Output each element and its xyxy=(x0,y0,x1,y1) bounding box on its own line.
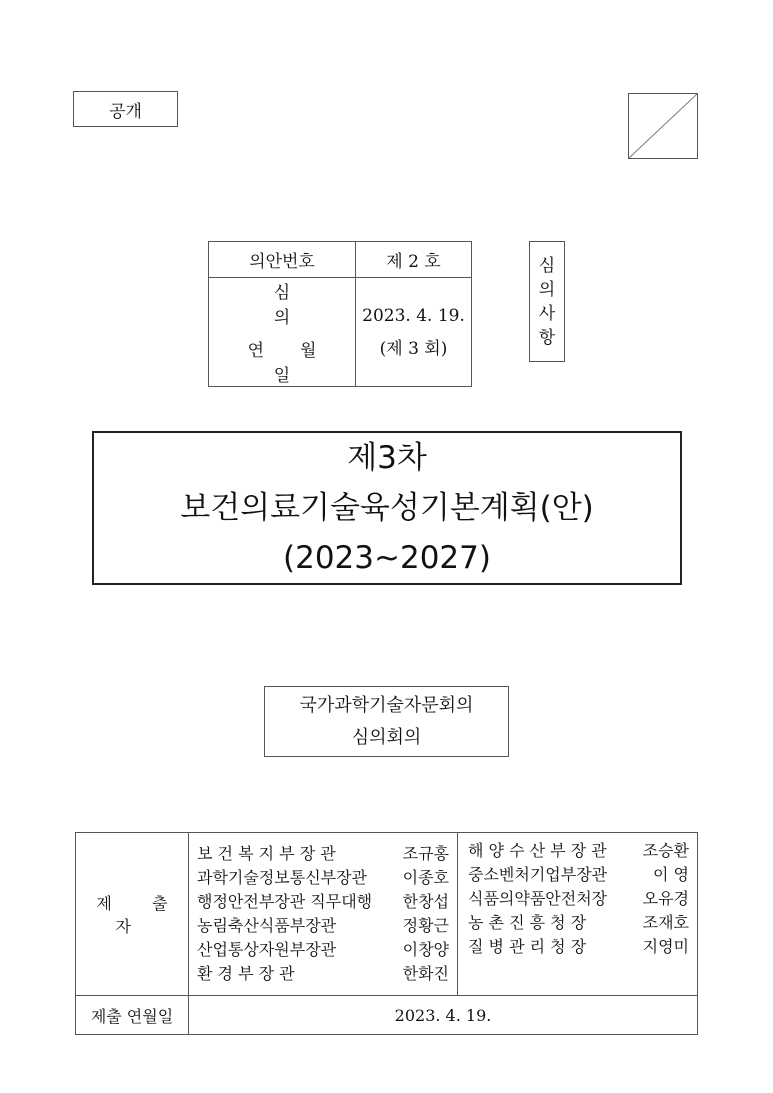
public-label: 공개 xyxy=(109,101,142,122)
title-line-2: 보건의료기술육성기본계획(안) xyxy=(180,490,594,526)
review-char: 항 xyxy=(538,327,556,348)
public-label-box xyxy=(73,91,178,127)
submitter-row xyxy=(197,842,449,866)
submitter-title: 식품의약품안전처장 xyxy=(468,889,608,908)
submitter-label: 제 출 자 xyxy=(96,894,186,936)
review-char: 의 xyxy=(538,279,556,300)
submitter-name: 정황근 xyxy=(402,916,449,935)
submitter-row xyxy=(468,887,689,911)
review-date-label-line1: 심 의 xyxy=(273,283,345,328)
review-char: 심 xyxy=(538,255,556,276)
submitter-row xyxy=(197,962,449,986)
submitter-title: 환 경 부 장 관 xyxy=(197,964,295,983)
submission-date-label: 제출 연월일 xyxy=(76,996,189,1035)
document-title-box xyxy=(92,431,682,585)
submitter-list-left xyxy=(189,833,458,996)
submitter-row xyxy=(197,914,449,938)
submitter-title: 농 촌 진 흥 청 장 xyxy=(468,913,587,932)
submitter-title: 해 양 수 산 부 장 관 xyxy=(468,841,607,860)
submitter-row xyxy=(468,863,689,887)
submitter-title: 질 병 관 리 청 장 xyxy=(468,937,587,956)
submitter-name: 한창섭 xyxy=(402,892,449,911)
submitter-title: 행정안전부장관 직무대행 xyxy=(197,892,373,911)
submitter-name: 조재호 xyxy=(642,913,689,932)
submitter-row xyxy=(197,890,449,914)
corner-stamp-box xyxy=(628,93,698,159)
submitter-title: 농림축산식품부장관 xyxy=(197,916,337,935)
review-date-label-cell xyxy=(209,278,356,387)
submitter-title: 과학기술정보통신부장관 xyxy=(197,868,368,887)
diagonal-line-icon xyxy=(629,94,697,158)
submitter-name: 조규홍 xyxy=(402,844,449,863)
title-line-3: (2023~2027) xyxy=(283,540,491,576)
submitter-name: 이창양 xyxy=(402,940,449,959)
submitter-row xyxy=(468,935,689,959)
review-char: 사 xyxy=(538,303,556,324)
agenda-meta-table xyxy=(208,241,472,387)
agenda-no-value: 제 2 호 xyxy=(356,242,472,278)
submission-date-value: 2023. 4. 19. xyxy=(189,996,698,1035)
submitter-list-right xyxy=(458,833,698,996)
submission-table xyxy=(75,832,698,1035)
submitter-name: 이종호 xyxy=(402,868,449,887)
submitter-name: 지영미 xyxy=(642,937,689,956)
submitter-title: 중소벤처기업부장관 xyxy=(468,865,608,884)
agenda-no-label: 의안번호 xyxy=(209,242,356,278)
submitter-row xyxy=(197,866,449,890)
title-line-1: 제3차 xyxy=(347,440,427,476)
submitter-row xyxy=(468,911,689,935)
submitter-name: 이 영 xyxy=(653,865,689,884)
review-date-value-cell xyxy=(356,278,472,387)
submitter-row xyxy=(468,839,689,863)
submitter-name: 한화진 xyxy=(402,964,449,983)
submitter-title: 보 건 복 지 부 장 관 xyxy=(197,844,336,863)
review-item-box xyxy=(529,241,565,362)
submitter-row xyxy=(197,938,449,962)
review-date-label-line2: 연 월 일 xyxy=(247,341,332,386)
submitter-label-cell xyxy=(76,833,189,996)
council-box xyxy=(264,686,509,757)
submitter-name: 조승환 xyxy=(642,841,689,860)
council-meeting: 심의회의 xyxy=(351,726,422,748)
submitter-title: 산업통상자원부장관 xyxy=(197,940,337,959)
submitter-name: 오유경 xyxy=(642,889,689,908)
council-name: 국가과학기술자문회의 xyxy=(299,694,474,716)
review-date-value: 2023. 4. 19. xyxy=(362,305,465,326)
review-session-value: (제 3 회) xyxy=(379,338,448,359)
